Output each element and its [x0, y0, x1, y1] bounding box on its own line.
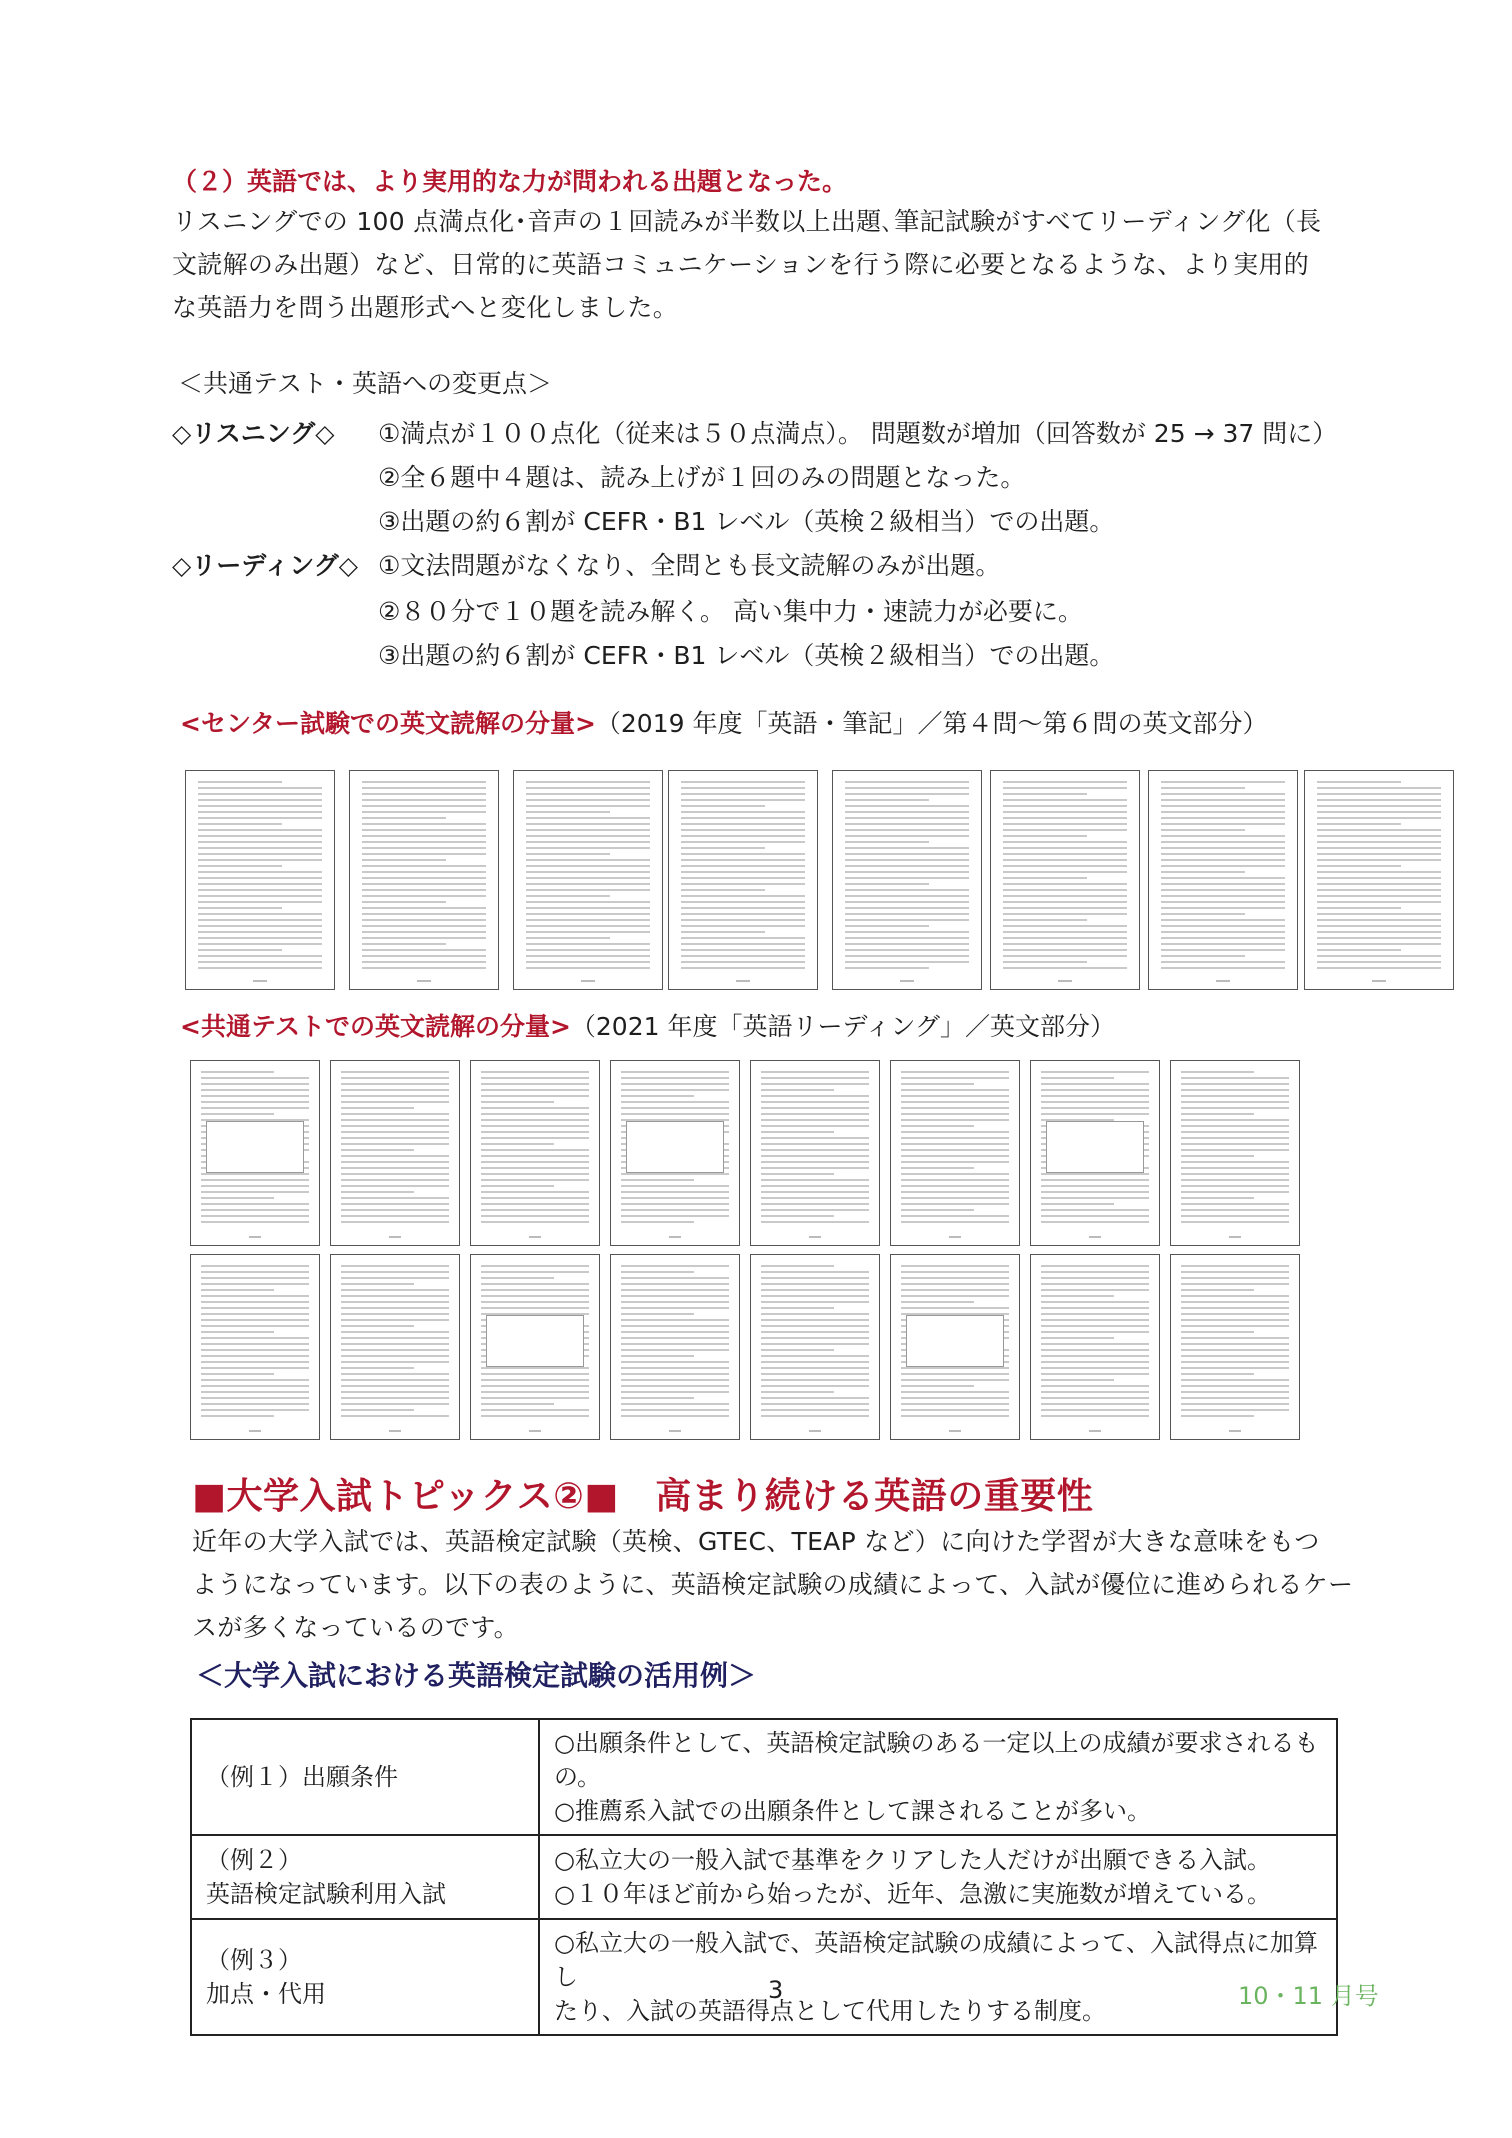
exam-page-thumbnail	[890, 1060, 1020, 1246]
listening-label: ◇リスニング◇	[172, 419, 335, 448]
exam-page-thumbnail	[185, 770, 335, 990]
usage-table	[190, 1718, 1338, 2036]
section-heading: （２）英語では、より実用的な力が問われる出題となった。	[172, 167, 848, 196]
cell-line: （例１）出願条件	[206, 1763, 398, 1791]
exam-page-thumbnail	[1304, 770, 1454, 990]
reading-item-1: ①文法問題がなくなり、全問とも長文読解のみが出題。	[378, 551, 1001, 580]
exam-page-thumbnail	[349, 770, 499, 990]
issue-label: 10・11 月号	[1238, 1982, 1379, 2010]
exam-page-thumbnail	[190, 1060, 320, 1246]
exam-page-thumbnail	[330, 1254, 460, 1440]
paragraph-line: 近年の大学入試では、英語検定試験（英検、GTEC、TEAP など）に向けた学習が大きな意味をもつ	[192, 1527, 1320, 1556]
exam-page-thumbnail	[1030, 1060, 1160, 1246]
table-row	[191, 1719, 1337, 1835]
exam-page-thumbnail	[610, 1060, 740, 1246]
topic-paragraph	[192, 1520, 1352, 1649]
listening-item-1: ①満点が１００点化（従来は５０点満点）。 問題数が増加（回答数が 25 → 37 問に）	[378, 419, 1338, 448]
listening-item-3: ③出題の約６割が CEFR・B1 レベル（英検２級相当）での出題。	[378, 507, 1115, 536]
exam-page-thumbnail	[890, 1254, 1020, 1440]
exam-page-thumbnail	[610, 1254, 740, 1440]
exam-page-thumbnail	[470, 1254, 600, 1440]
table-cell-description	[539, 1835, 1337, 1919]
exam-page-thumbnail	[832, 770, 982, 990]
paragraph-line: リスニングでの 100 点満点化･音声の１回読みが半数以上出題､筆記試験がすべてリーディング化（長	[172, 207, 1322, 236]
exam-page-thumbnail	[1170, 1254, 1300, 1440]
cell-line: ○推薦系入試での出願条件として課されることが多い。	[554, 1797, 1151, 1825]
exam-page-thumbnail	[330, 1060, 460, 1246]
table-cell-description	[539, 1719, 1337, 1835]
reading-item-2: ②８０分で１０題を読み解く。 高い集中力・速読力が必要に。	[378, 597, 1083, 626]
cell-line: 英語検定試験利用入試	[206, 1880, 446, 1908]
topic-title: ■大学入試トピックス②■ 高まり続ける英語の重要性	[192, 1476, 1094, 1517]
center-exam-caption	[180, 704, 1267, 740]
paragraph-line: ようになっています。以下の表のように、英語検定試験の成績によって、入試が優位に進められるケー	[192, 1570, 1354, 1599]
common-test-caption-note: （2021 年度「英語リーディング」／英文部分）	[570, 1012, 1115, 1041]
paragraph-line: スが多くなっているのです。	[192, 1613, 519, 1642]
exam-page-thumbnail	[750, 1254, 880, 1440]
reading-item-3: ③出題の約６割が CEFR・B1 レベル（英検２級相当）での出題。	[378, 641, 1115, 670]
cell-line: ○１０年ほど前から始ったが、近年、急激に実施数が増えている。	[554, 1880, 1271, 1908]
exam-page-thumbnail	[1030, 1254, 1160, 1440]
paragraph-line: な英語力を問う出題形式へと変化しました。	[172, 293, 679, 322]
exam-page-thumbnail	[470, 1060, 600, 1246]
paragraph-line: 文読解のみ出題）など、日常的に英語コミュニケーションを行う際に必要となるような、より実用的	[172, 250, 1310, 279]
common-test-caption	[180, 1007, 1115, 1043]
table-cell-label	[191, 1835, 539, 1919]
center-exam-caption-note: （2019 年度「英語・筆記」／第４問～第６問の英文部分）	[595, 709, 1268, 738]
table-cell-label	[191, 1719, 539, 1835]
exam-page-thumbnail	[750, 1060, 880, 1246]
exam-page-thumbnail	[1170, 1060, 1300, 1246]
table-cell-label	[191, 1919, 539, 2035]
section-paragraph	[172, 200, 1352, 329]
table-row	[191, 1919, 1337, 2035]
cell-line: たり、入試の英語得点として代用したりする制度。	[554, 1997, 1106, 2025]
cell-line: ○私立大の一般入試で基準をクリアした人だけが出願できる入試。	[554, 1846, 1271, 1874]
cell-line: ○出願条件として、英語検定試験のある一定以上の成績が要求されるもの。	[554, 1729, 1319, 1791]
page-number: 3	[768, 1976, 784, 2004]
table-subheading: ＜大学入試における英語検定試験の活用例＞	[196, 1659, 757, 1692]
table-row	[191, 1835, 1337, 1919]
exam-page-thumbnail	[190, 1254, 320, 1440]
cell-line: ○私立大の一般入試で、英語検定試験の成績によって、入試得点に加算し	[554, 1929, 1318, 1991]
exam-page-thumbnail	[513, 770, 663, 990]
cell-line: （例２）	[206, 1846, 302, 1874]
common-test-caption-title: <共通テストでの英文読解の分量>	[180, 1012, 571, 1041]
exam-page-thumbnail	[1148, 770, 1298, 990]
cell-line: （例３）	[206, 1946, 302, 1974]
cell-line: 加点・代用	[206, 1980, 326, 2008]
exam-page-thumbnail	[990, 770, 1140, 990]
changes-title: ＜共通テスト・英語への変更点＞	[178, 369, 553, 398]
center-exam-caption-title: <センター試験での英文読解の分量>	[180, 709, 596, 738]
listening-item-2: ②全６題中４題は、読み上げが１回のみの問題となった。	[378, 463, 1026, 492]
table-cell-description	[539, 1919, 1337, 2035]
reading-label: ◇リーディング◇	[172, 551, 358, 580]
exam-page-thumbnail	[668, 770, 818, 990]
